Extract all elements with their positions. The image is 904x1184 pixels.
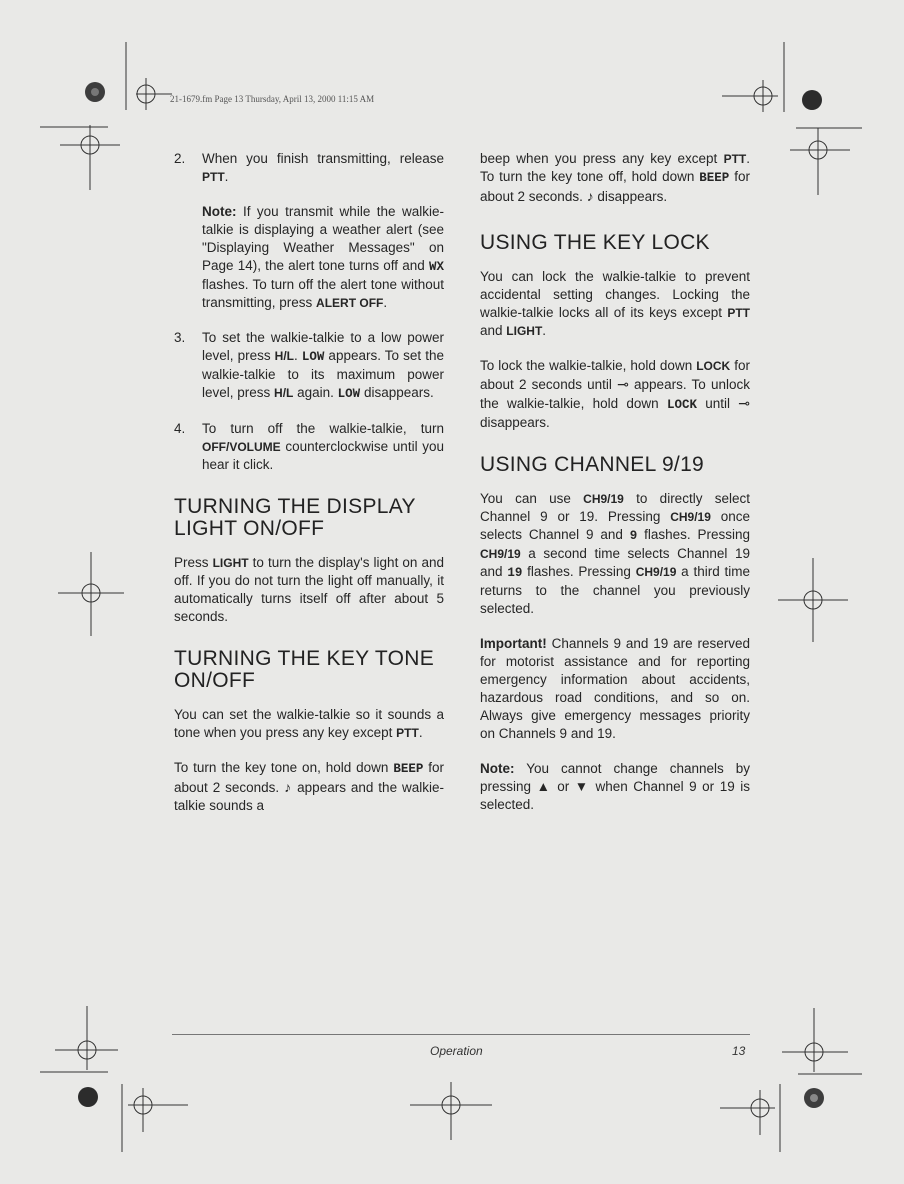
note-icon: ♪ — [284, 779, 293, 795]
step-body — [202, 150, 444, 312]
footer-rule — [172, 1034, 750, 1035]
down-arrow-icon: ▼ — [574, 779, 590, 794]
step-text: To set the walkie-talkie to a low power level, press H/L. LOW appears. To set the walkie-talkie to its maximum power level, press H/L again. LOW disappears. — [202, 330, 444, 401]
step-number: 3. — [174, 330, 186, 345]
key-ch9-19: CH9/19 — [635, 565, 677, 579]
note: Note: If you transmit while the walkie-talkie is displaying a weather alert (see "Displaying Weather Messages" on Page 14), the alert tone turns off and WX flashes. To turn off the alert tone without transmitting, press ALERT OFF. — [202, 204, 444, 310]
heading-key-lock: USING THE KEY LOCK — [480, 231, 710, 254]
key-lock: LOCK — [666, 398, 697, 412]
paragraph: You can use CH9/19 to directly select Channel 9 or 19. Pressing CH9/19 once selects Channel 9 and 9 flashes. Pressing CH9/19 a second time selects Channel 19 and 19 flashes. Pressing CH9/19 a third time returns to the channel you previously selected. — [480, 491, 750, 616]
step-2 — [174, 150, 444, 312]
key-icon: ⊸ — [617, 376, 629, 392]
heading-key-tone: TURNING THE KEY TONE ON/OFF — [174, 647, 434, 692]
step-body — [202, 329, 444, 403]
step-text: To turn off the walkie-talkie, turn OFF/VOLUME counterclockwise until you hear it click. — [202, 421, 444, 472]
display-wx: WX — [428, 260, 444, 274]
key-light: LIGHT — [212, 556, 249, 570]
key-ptt: PTT — [202, 170, 225, 184]
step-body — [202, 420, 444, 474]
display-low: LOW — [301, 350, 325, 364]
color-dot-icon — [802, 90, 822, 110]
key-ch9-19: CH9/19 — [480, 547, 521, 561]
key-lock: LOCK — [696, 359, 731, 373]
paragraph: beep when you press any key except PTT. To turn the key tone off, hold down BEEP for about 2 seconds. ♪ disappears. — [480, 151, 750, 204]
key-alert-off: ALERT OFF — [316, 296, 384, 310]
step-number: 2. — [174, 151, 186, 166]
left-column — [174, 150, 444, 832]
note-icon: ♪ — [586, 188, 594, 204]
display-19: 19 — [507, 566, 523, 580]
key-ptt: PTT — [727, 306, 750, 320]
key-beep: BEEP — [393, 762, 424, 776]
right-column — [480, 150, 750, 831]
key-light: LIGHT — [506, 324, 543, 338]
step-4 — [174, 420, 444, 474]
note: Note: You cannot change channels by pressing ▲ or ▼ when Channel 9 or 19 is selected. — [480, 761, 750, 812]
display-9: 9 — [629, 529, 638, 543]
key-ch9-19: CH9/19 — [583, 492, 624, 506]
note-label: Note: — [202, 204, 237, 219]
paragraph: You can set the walkie-talkie so it sounds a tone when you press any key except PTT. — [174, 707, 444, 740]
paragraph: You can lock the walkie-talkie to prevent accidental setting changes. Locking the walkie-talkie locks all of its keys except PTT and LIGHT. — [480, 269, 750, 338]
key-ptt: PTT — [396, 726, 419, 740]
paragraph: To turn the key tone on, hold down BEEP for about 2 seconds. ♪ appears and the walkie-talkie sounds a — [174, 760, 445, 813]
footer-section-title: Operation — [430, 1044, 483, 1058]
paragraph: Press LIGHT to turn the display's light on and off. If you do not turn the light off manually, it automatically turns itself off after about 5 seconds. — [174, 555, 444, 624]
print-slug: 21-1679.fm Page 13 Thursday, April 13, 2000 11:15 AM — [170, 94, 375, 104]
key-hl: H/L — [274, 349, 295, 363]
heading-display-light: TURNING THE DISPLAY LIGHT ON/OFF — [174, 495, 416, 540]
paragraph: To lock the walkie-talkie, hold down LOCK for about 2 seconds until ⊸ appears. To unlock the walkie-talkie, hold down LOCK until ⊸ disappears. — [480, 358, 750, 430]
key-ptt: PTT — [723, 152, 747, 166]
up-arrow-icon: ▲ — [536, 779, 552, 794]
step-3 — [174, 329, 444, 403]
heading-channel-9-19: USING CHANNEL 9/19 — [480, 453, 705, 476]
display-low: LOW — [337, 387, 361, 401]
step-text: When you finish transmitting, release PTT. — [202, 151, 444, 184]
key-ch9-19: CH9/19 — [670, 510, 711, 524]
key-beep: BEEP — [699, 171, 730, 185]
important-label: Important! — [480, 636, 547, 651]
page-number: 13 — [732, 1044, 746, 1058]
important-paragraph: Important! Channels 9 and 19 are reserved for motorist assistance and for reporting emergency information about accidents, hazardous road conditions, and so on. Always give emergency messages priority on Channels 9 and 19. — [480, 636, 750, 741]
key-hl: H/L — [274, 386, 294, 400]
key-off-volume: OFF/VOLUME — [202, 440, 281, 454]
note-label: Note: — [480, 761, 515, 776]
key-icon: ⊸ — [738, 395, 750, 411]
color-dot-icon — [78, 1087, 98, 1107]
step-number: 4. — [174, 421, 186, 436]
